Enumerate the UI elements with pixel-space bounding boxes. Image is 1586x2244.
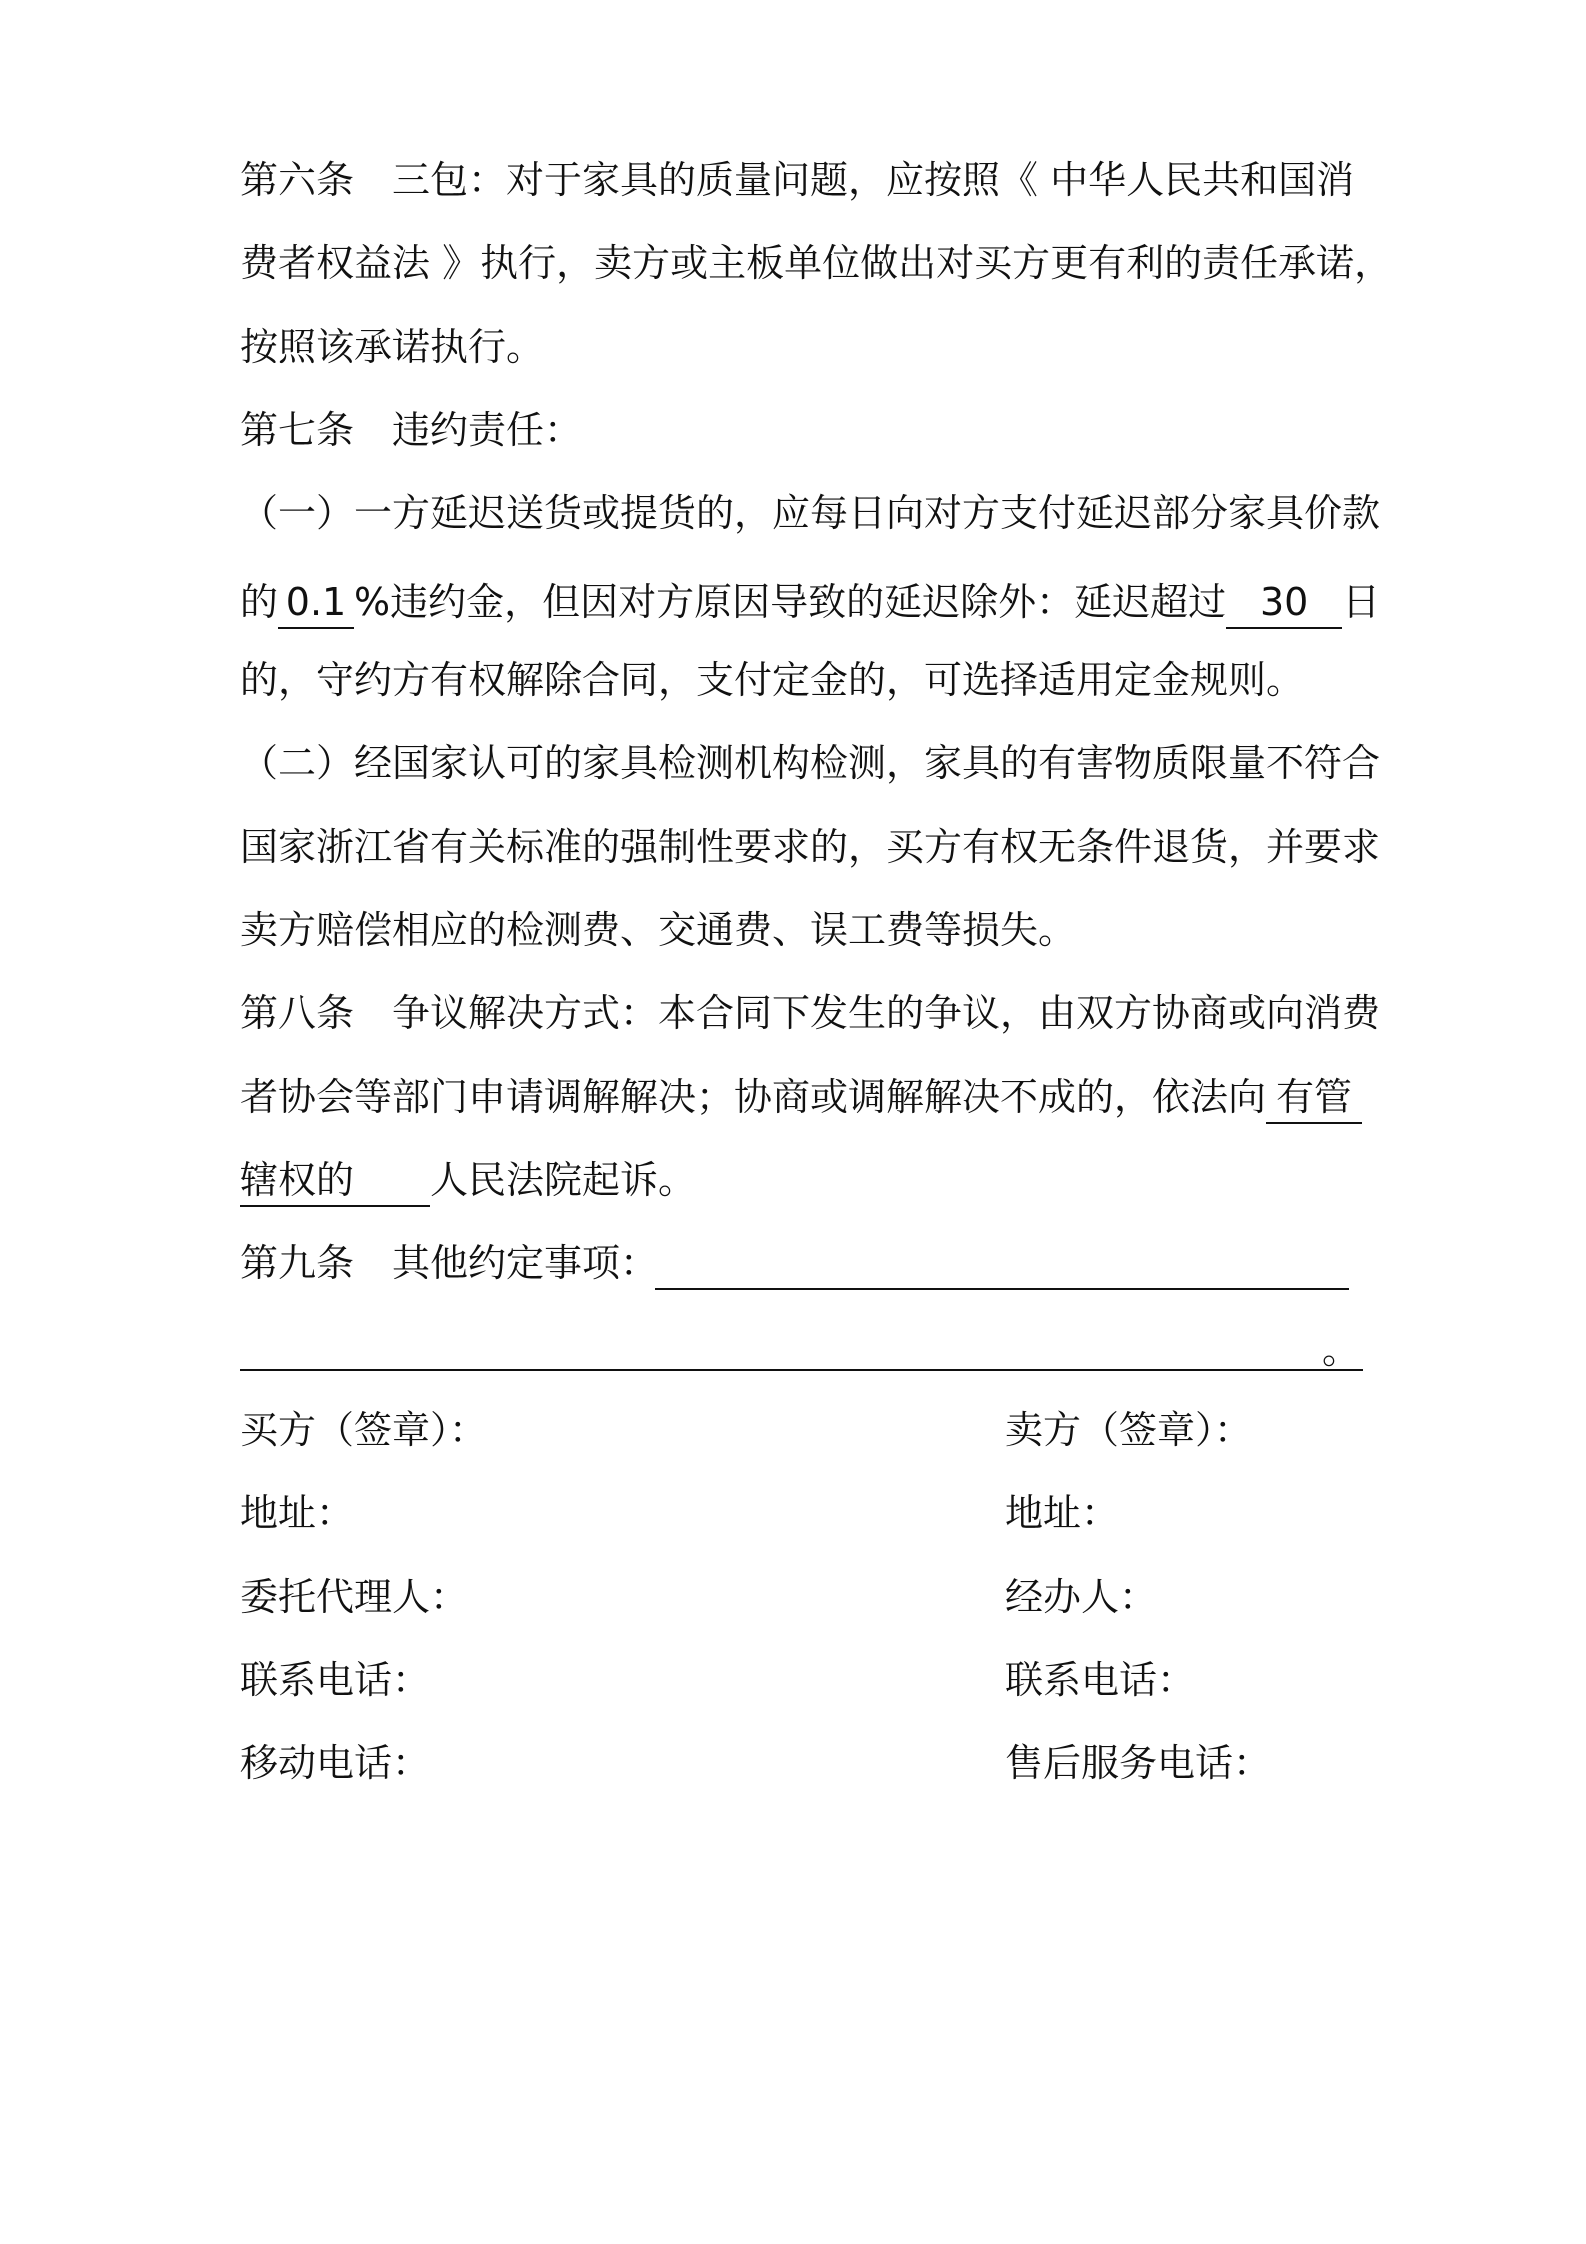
article-7-clause-1-line-3: 的，守约方有权解除合同，支付定金的，可选择适用定金规则。	[240, 658, 1305, 702]
article-9-end-mark: 。	[1322, 1328, 1361, 1372]
article-7-heading: 第七条	[240, 408, 355, 452]
buyer-mobile-label: 移动电话：	[240, 1741, 431, 1785]
buyer-address-label: 地址：	[240, 1491, 355, 1535]
article-8-heading: 第八条	[240, 991, 355, 1035]
delay-days-blank: 30	[1226, 577, 1342, 629]
article-8-line-3: 辖权的 人民法院起诉。	[240, 1155, 1350, 1207]
court-blank-part-1: 有管	[1266, 1072, 1362, 1124]
article-6-line-1: 第六条 三包：对于家具的质量问题，应按照《 中华人民共和国消	[240, 158, 1355, 202]
article-6-heading: 第六条	[240, 158, 355, 202]
seller-handler-label: 经办人：	[1005, 1575, 1158, 1619]
buyer-signature-label: 买方（签章）：	[240, 1408, 488, 1452]
article-6-line-3: 按照该承诺执行。	[240, 325, 545, 369]
article-7-clause-2-line-3: 卖方赔偿相应的检测费、交通费、误工费等损失。	[240, 908, 1077, 952]
seller-address-label: 地址：	[1005, 1491, 1120, 1535]
article-7-clause-2-line-1: （二）经国家认可的家具检测机构检测，家具的有害物质限量不符合	[240, 741, 1381, 785]
other-terms-blank-2	[240, 1369, 1363, 1371]
article-7-clause-1-line-2: 的 0.1 %违约金，但因对方原因导致的延迟除外：延迟超过 30 日	[240, 577, 1350, 629]
article-6-line-2: 费者权益法 》执行，卖方或主板单位做出对买方更有利的责任承诺，	[240, 241, 1393, 285]
article-8-line-1: 第八条 争议解决方式：本合同下发生的争议，由双方协商或向消费	[240, 991, 1381, 1035]
article-7-clause-1-line-1: （一）一方延迟送货或提货的，应每日向对方支付延迟部分家具价款	[240, 491, 1381, 535]
seller-service-phone-label: 售后服务电话：	[1005, 1741, 1272, 1785]
buyer-agent-label: 委托代理人：	[240, 1575, 469, 1619]
other-terms-blank-1	[655, 1288, 1349, 1290]
article-7-clause-2-line-2: 国家浙江省有关标准的强制性要求的，买方有权无条件退货，并要求	[240, 825, 1381, 869]
buyer-phone-label: 联系电话：	[240, 1658, 431, 1702]
article-8-line-2: 者协会等部门申请调解解决；协商或调解解决不成的，依法向 有管	[240, 1072, 1350, 1124]
court-blank-part-2: 辖权的	[240, 1155, 430, 1207]
article-9-line: 第九条 其他约定事项：	[240, 1241, 659, 1285]
article-9-heading: 第九条	[240, 1241, 355, 1285]
seller-phone-label: 联系电话：	[1005, 1658, 1196, 1702]
seller-signature-label: 卖方（签章）：	[1005, 1408, 1253, 1452]
article-7-heading-line: 第七条 违约责任：	[240, 408, 583, 452]
penalty-rate-blank: 0.1	[278, 577, 354, 629]
